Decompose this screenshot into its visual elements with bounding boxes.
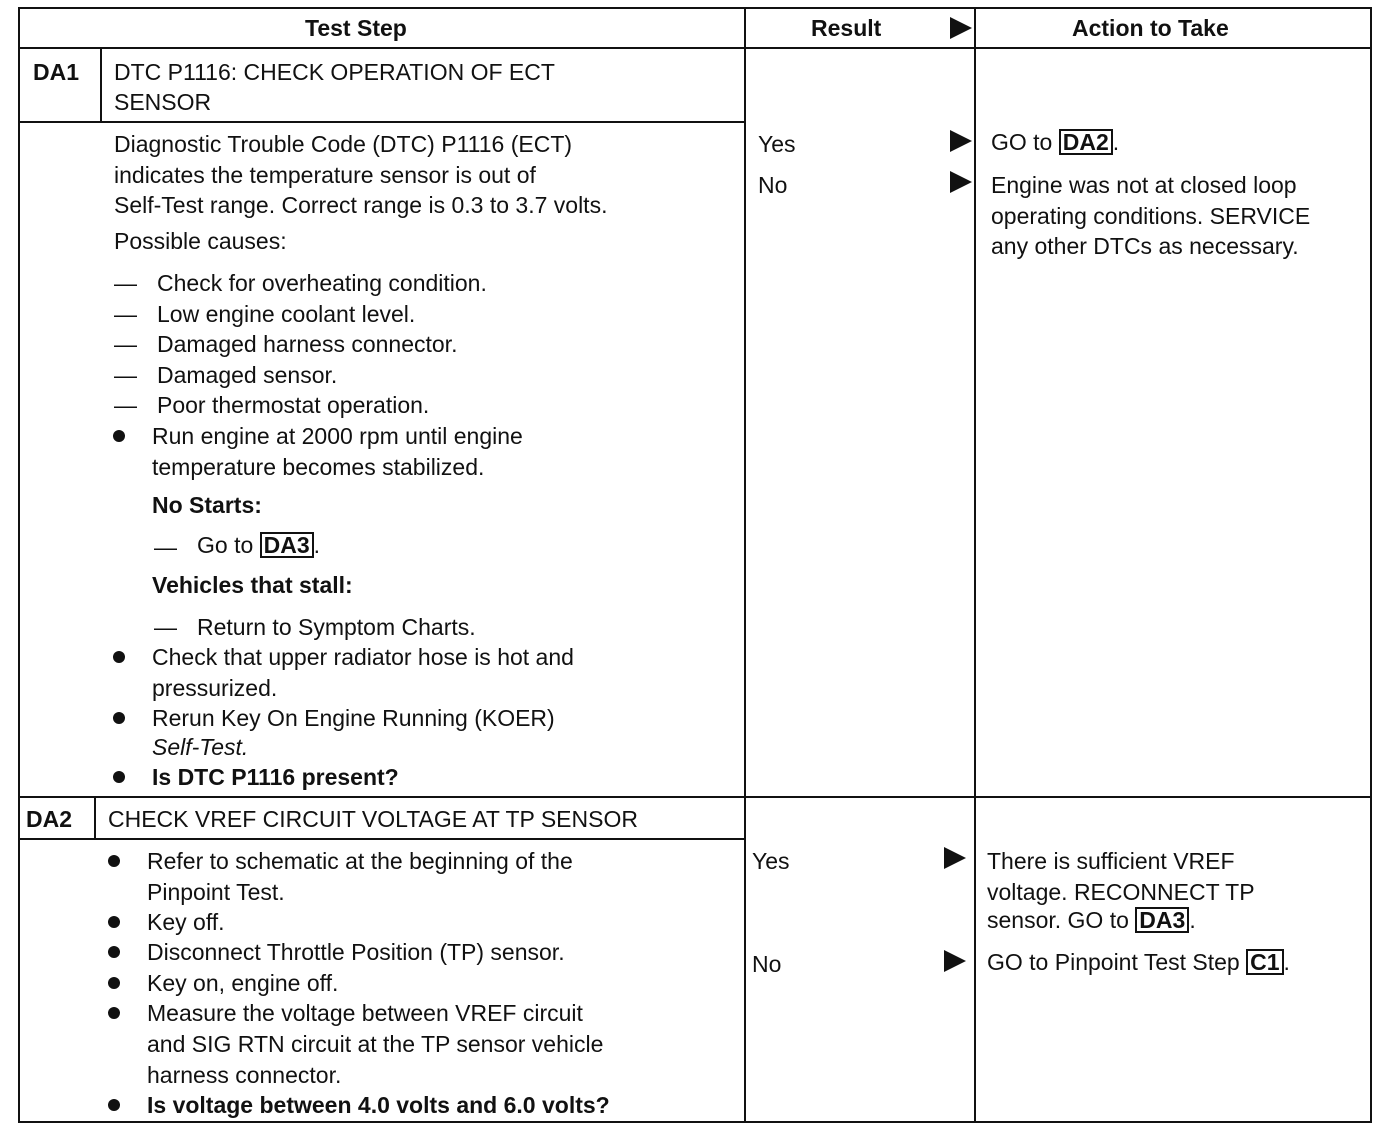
da2-action-yes-line1: There is sufficient VREF <box>987 848 1235 874</box>
da1-vehicles-stall: Vehicles that stall: <box>152 572 353 598</box>
da1-action-no-line1: Engine was not at closed loop <box>991 172 1297 198</box>
da3-reference[interactable]: DA3 <box>260 532 314 558</box>
table-border-bottom <box>18 1121 1372 1123</box>
dash-icon: — <box>114 270 137 296</box>
da2-s2: Key off. <box>147 909 225 935</box>
table-border-right <box>1370 7 1372 1123</box>
bullet-icon <box>108 855 120 867</box>
da2-id-divider <box>94 798 96 838</box>
da2-title: CHECK VREF CIRCUIT VOLTAGE AT TP SENSOR <box>108 806 638 832</box>
da1-action-no-line3: any other DTCs as necessary. <box>991 233 1299 259</box>
da2-step-id: DA2 <box>26 806 73 832</box>
da1-step2-line2: pressurized. <box>152 675 278 701</box>
da1-step3-line1: Rerun Key On Engine Running (KOER) <box>152 705 555 731</box>
da3-reference[interactable]: DA3 <box>1135 907 1189 933</box>
table-border-top <box>18 7 1372 9</box>
da1-step2-line1: Check that upper radiator hose is hot and <box>152 644 574 670</box>
arrow-right-icon <box>944 847 966 869</box>
da1-step-id: DA1 <box>33 59 80 85</box>
period: . <box>1112 129 1120 155</box>
da2-action-yes-line2: voltage. RECONNECT TP <box>987 879 1255 905</box>
da2-s1-line2: Pinpoint Test. <box>147 879 285 905</box>
bullet-icon <box>108 946 120 958</box>
da1-return-symptom: Return to Symptom Charts. <box>197 614 476 640</box>
da1-step3-line2: Self-Test. <box>152 734 249 760</box>
header-action: Action to Take <box>1072 15 1229 41</box>
header-test-step: Test Step <box>305 15 407 41</box>
bullet-icon <box>113 430 125 442</box>
da2-title-divider <box>18 838 746 840</box>
bullet-icon <box>113 712 125 724</box>
bullet-icon <box>108 1099 120 1111</box>
bullet-icon <box>113 771 125 783</box>
da1-action-no-line2: operating conditions. SERVICE <box>991 203 1311 229</box>
dash-icon: — <box>154 614 177 640</box>
dash-icon: — <box>114 331 137 357</box>
da1-desc-line1: Diagnostic Trouble Code (DTC) P1116 (ECT) <box>114 131 573 157</box>
da2-s3: Disconnect Throttle Position (TP) sensor. <box>147 939 565 965</box>
arrow-right-icon <box>950 130 972 152</box>
da2-s5-line1: Measure the voltage between VREF circuit <box>147 1000 583 1026</box>
bullet-icon <box>108 916 120 928</box>
da1-step1-line1: Run engine at 2000 rpm until engine <box>152 423 523 449</box>
da2-s1-line1: Refer to schematic at the beginning of the <box>147 848 573 874</box>
header-divider <box>18 47 1372 49</box>
row-divider <box>18 796 1372 798</box>
period: . <box>1189 907 1196 933</box>
cause-item: Poor thermostat operation. <box>157 392 430 418</box>
cause-item: Damaged harness connector. <box>157 331 458 357</box>
da2-result-no: No <box>752 951 782 977</box>
column-divider-1 <box>744 7 746 1123</box>
dash-icon: — <box>114 392 137 418</box>
table-border-left <box>18 7 20 1123</box>
cause-item: Low engine coolant level. <box>157 301 416 327</box>
period: . <box>313 532 321 558</box>
cause-item: Check for overheating condition. <box>157 270 487 296</box>
arrow-right-icon <box>944 950 966 972</box>
da1-desc-line2: indicates the temperature sensor is out of <box>114 162 536 188</box>
action-prefix: GO to Pinpoint Test Step <box>987 949 1240 975</box>
header-result: Result <box>811 15 882 41</box>
da1-action-yes <box>991 129 1119 156</box>
bullet-icon <box>108 1007 120 1019</box>
period: . <box>1283 949 1290 975</box>
da2-s4: Key on, engine off. <box>147 970 339 996</box>
da1-possible-causes: Possible causes: <box>114 228 287 254</box>
da1-no-starts: No Starts: <box>152 492 262 518</box>
action-prefix: sensor. GO to <box>987 907 1129 933</box>
da2-result-yes: Yes <box>752 848 790 874</box>
da2-action-no <box>987 949 1290 976</box>
go-to-prefix: Go to <box>197 532 254 558</box>
action-prefix: GO to <box>991 129 1053 155</box>
da1-go-to-da3 <box>197 532 320 559</box>
da2-question: Is voltage between 4.0 volts and 6.0 volts? <box>147 1092 610 1118</box>
da2-action-yes-line3 <box>987 907 1196 934</box>
dash-icon: — <box>154 534 177 560</box>
bullet-icon <box>113 651 125 663</box>
cause-item: Damaged sensor. <box>157 362 338 388</box>
arrow-right-icon <box>950 171 972 193</box>
da1-title-divider <box>18 121 746 123</box>
da1-id-divider <box>100 49 102 121</box>
da2-s5-line2: and SIG RTN circuit at the TP sensor vehicle <box>147 1031 604 1057</box>
da1-title-line1: DTC P1116: CHECK OPERATION OF ECT <box>114 59 555 85</box>
bullet-icon <box>108 977 120 989</box>
da1-desc-line3: Self-Test range. Correct range is 0.3 to 3.7 volts. <box>114 192 608 218</box>
c1-reference[interactable]: C1 <box>1246 949 1283 975</box>
da1-title-line2: SENSOR <box>114 89 212 115</box>
da2-s5-line3: harness connector. <box>147 1062 342 1088</box>
da1-result-no: No <box>758 172 788 198</box>
header-arrow-icon <box>950 17 972 39</box>
da2-reference[interactable]: DA2 <box>1059 129 1113 155</box>
column-divider-2 <box>974 7 976 1123</box>
dash-icon: — <box>114 362 137 388</box>
dash-icon: — <box>114 301 137 327</box>
da1-result-yes: Yes <box>758 131 796 157</box>
da1-step1-line2: temperature becomes stabilized. <box>152 454 485 480</box>
da1-question: Is DTC P1116 present? <box>152 764 399 790</box>
